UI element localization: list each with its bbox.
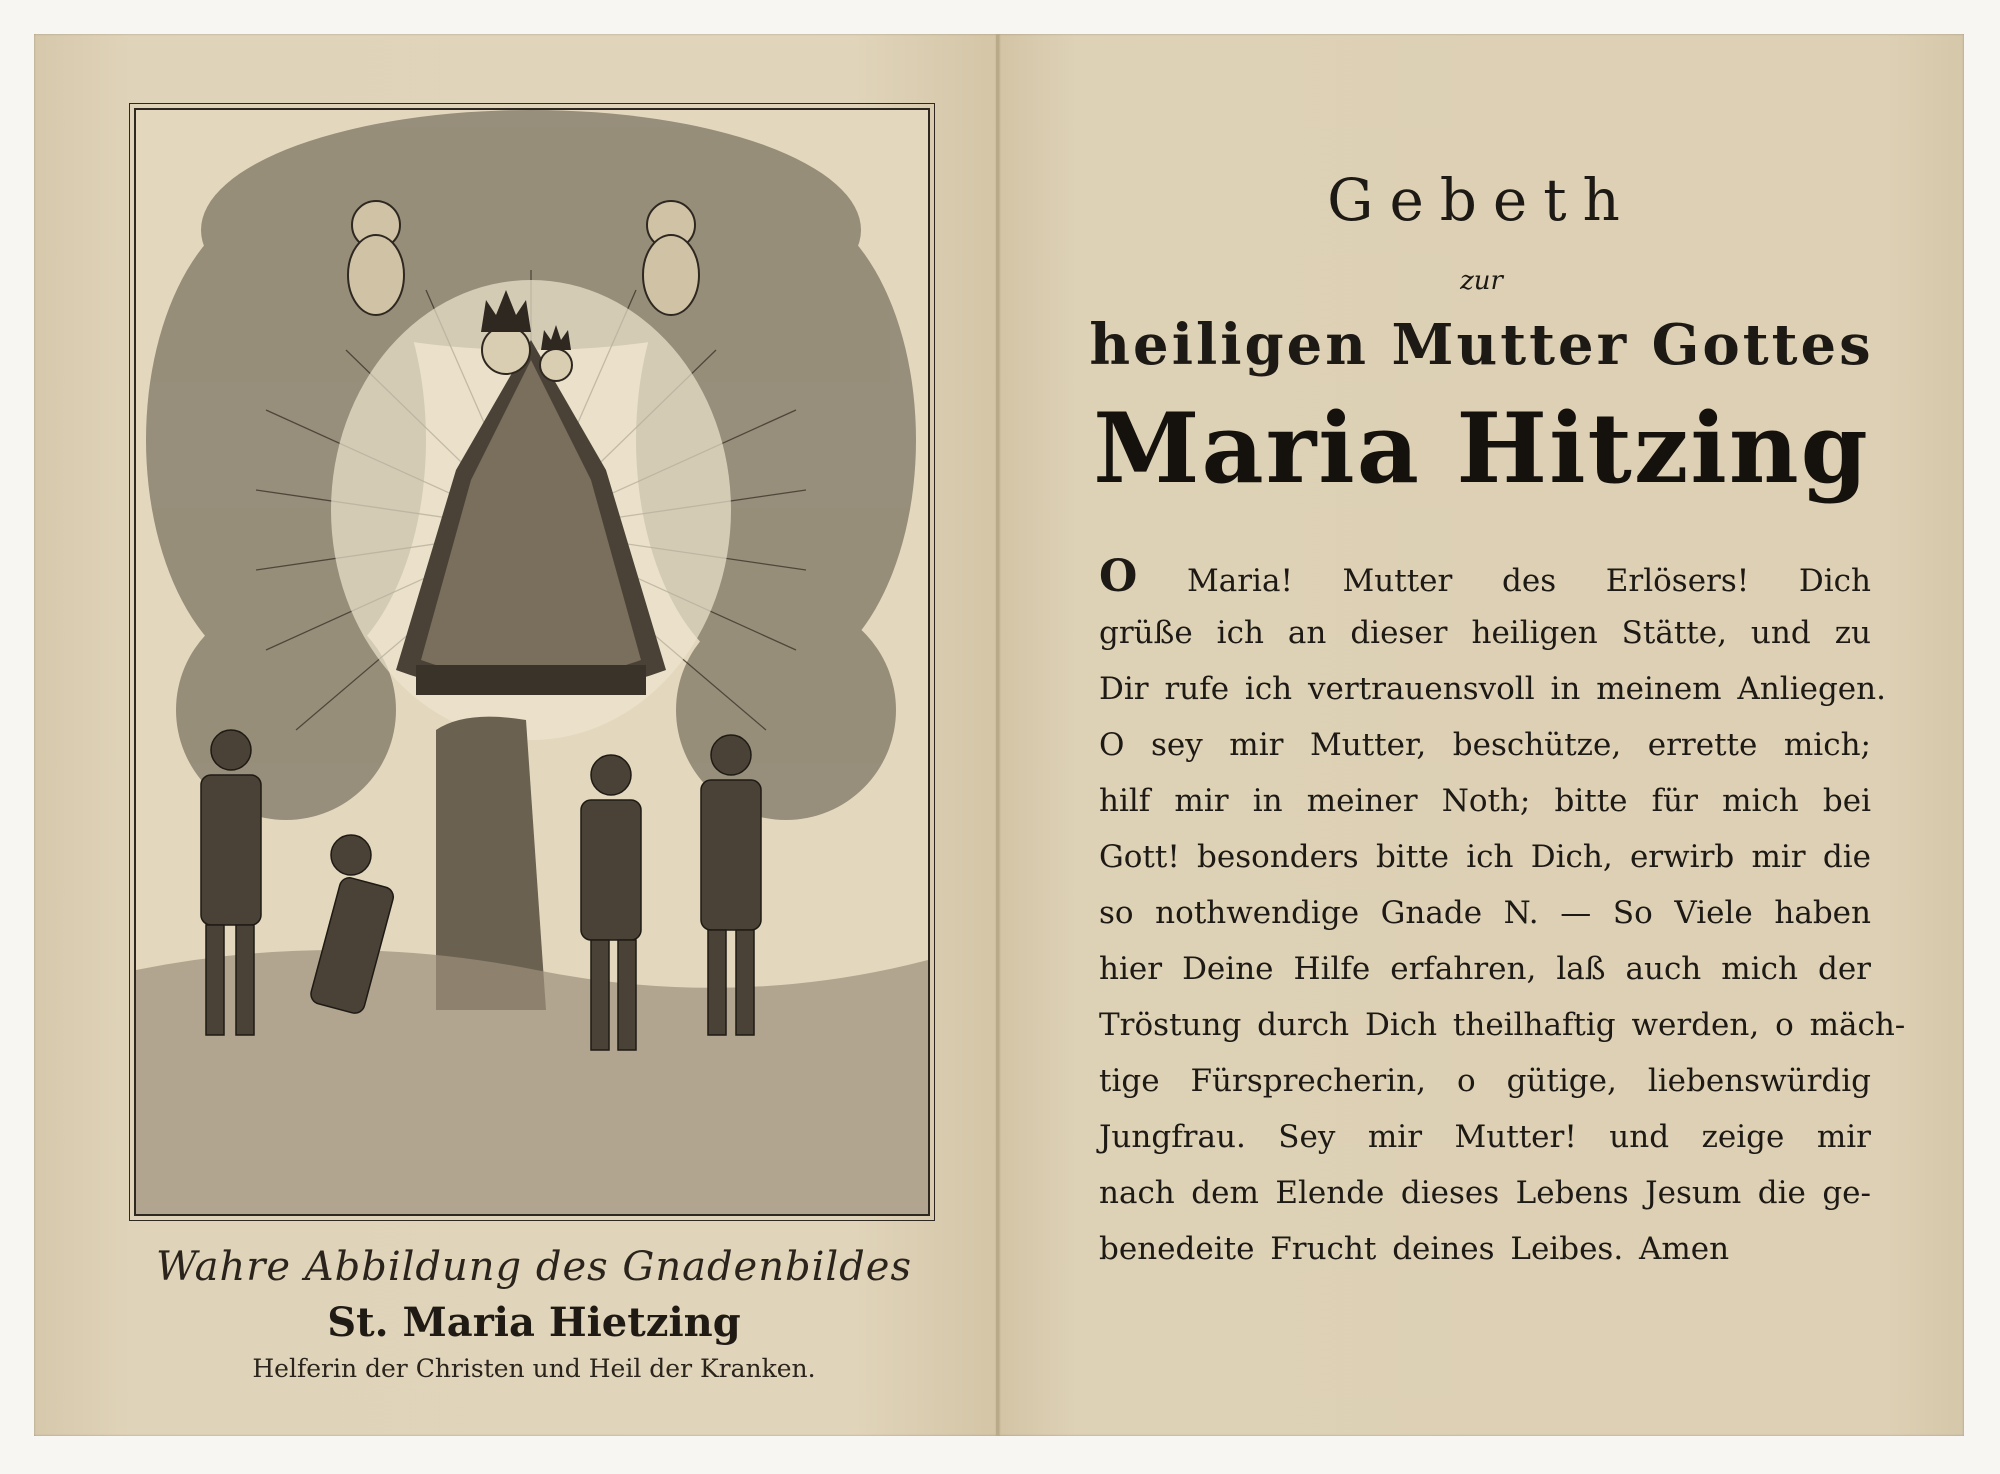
prayer-line: Jungfrau. Sey mir Mutter! und zeige mir	[1099, 1119, 1871, 1155]
prayer-line: hier Deine Hilfe erfahren, laß auch mich der	[1099, 951, 1871, 987]
prayer-line: benedeite Frucht deines Leibes. Amen	[1099, 1231, 1730, 1267]
prayer-initial: O	[1099, 551, 1138, 602]
prayer-line: so nothwendige Gnade N. — So Viele haben	[1099, 895, 1871, 931]
prayer-line: Gott! besonders bitte ich Dich, erwirb mir die	[1099, 839, 1871, 875]
ground	[136, 950, 928, 1214]
prayer-line: O Maria! Mutter des Erlösers! Dich	[1099, 551, 1871, 602]
gnadenbild-engraving	[136, 110, 928, 1214]
prayer-line: nach dem Elende dieses Lebens Jesum die ge-	[1099, 1175, 1871, 1211]
engraving-frame	[134, 108, 930, 1216]
prayer-line: Tröstung durch Dich theilhaftig werden, o mäch-	[1099, 1007, 1906, 1043]
prayer-line: hilf mir in meiner Noth; bitte für mich bei	[1099, 783, 1871, 819]
right-page	[999, 34, 1964, 1436]
prayer-line: O sey mir Mutter, beschütze, errette mich;	[1099, 727, 1871, 763]
prayer-line: tige Fürsprecherin, o gütige, liebenswürdig	[1099, 1063, 1871, 1099]
title-heiligen-mutter-gottes: heiligen Mutter Gottes	[1089, 312, 1874, 378]
prayer-line: grüße ich an dieser heiligen Stätte, und zu	[1099, 615, 1871, 651]
title-zur: zur	[1460, 266, 1503, 296]
left-page	[34, 34, 997, 1436]
caption-line-3: Helferin der Christen und Heil der Kranken.	[252, 1354, 816, 1383]
caption-line-2: St. Maria Hietzing	[327, 1299, 741, 1346]
prayer-line: Dir rufe ich vertrauensvoll in meinem Anliegen.	[1099, 671, 1886, 707]
prayer-text	[1099, 549, 1906, 1277]
title-gebeth: Gebeth	[1327, 166, 1636, 234]
caption-line-1: Wahre Abbildung des Gnadenbildes	[155, 1244, 912, 1290]
title-maria-hitzing: Maria Hitzing	[1093, 392, 1870, 505]
